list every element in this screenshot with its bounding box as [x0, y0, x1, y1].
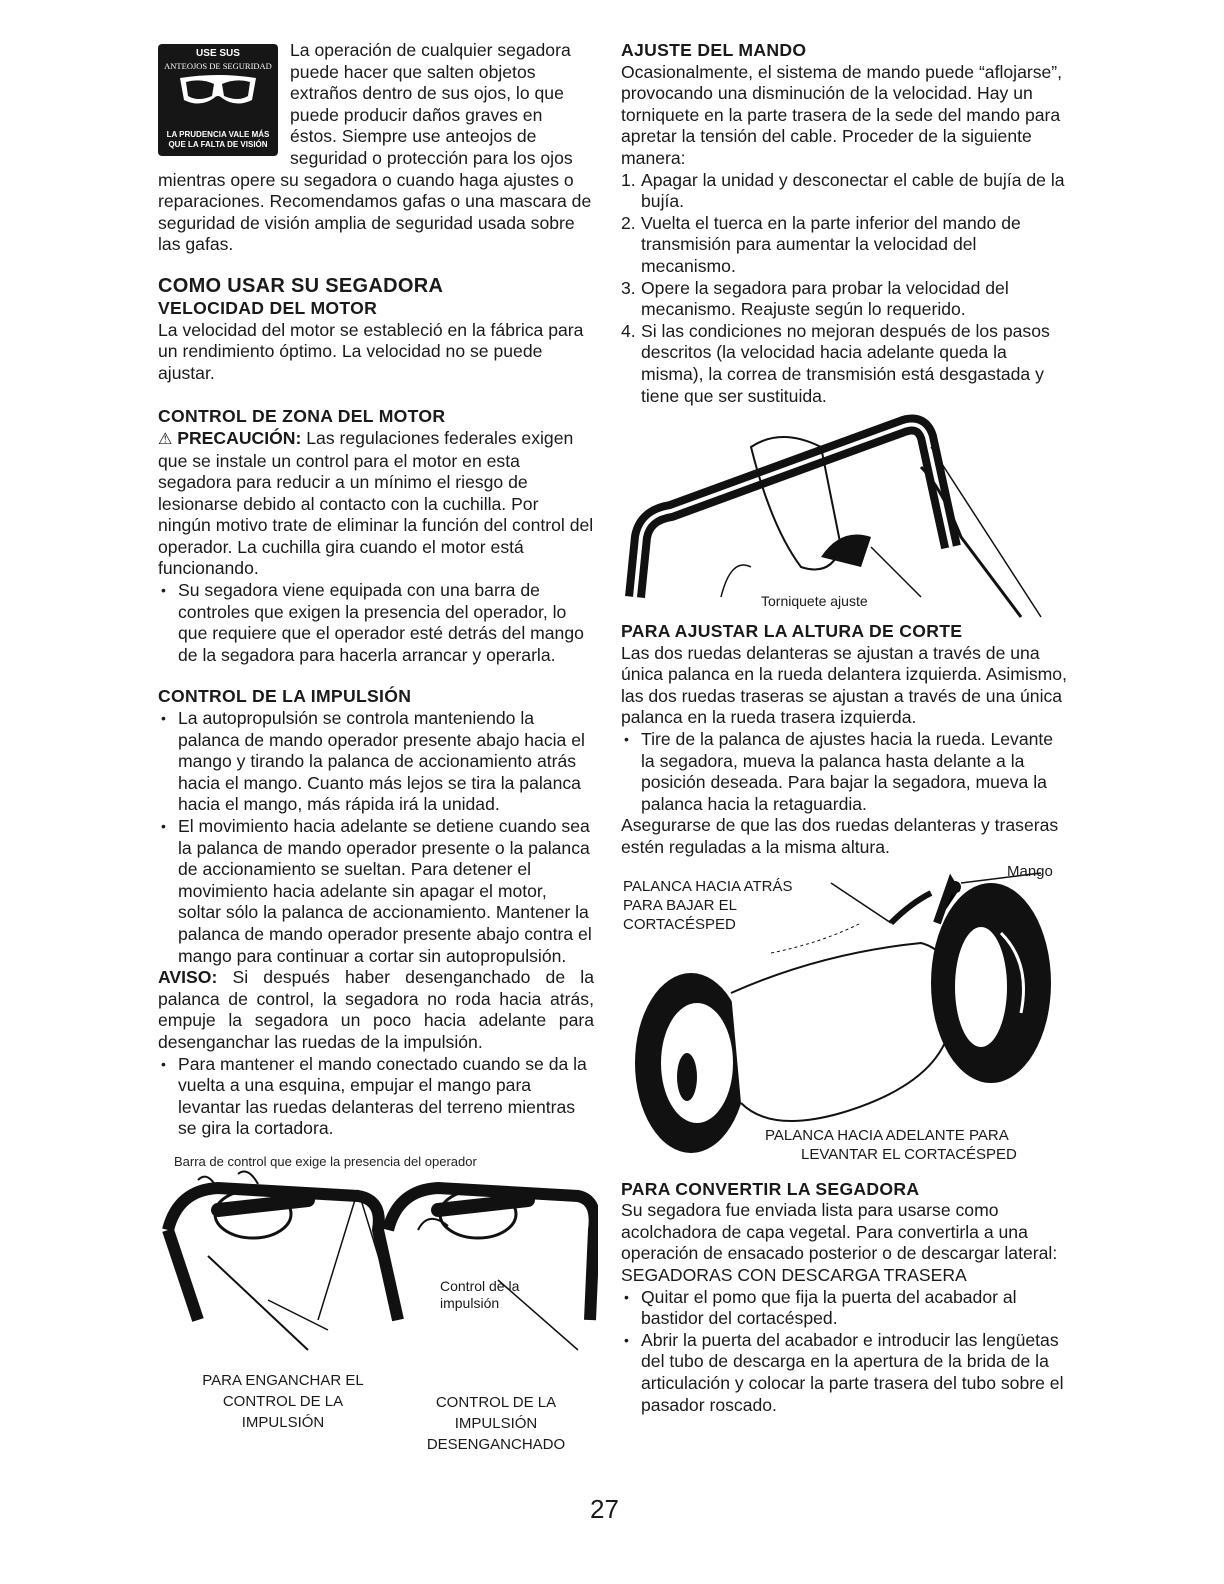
list-item: • Para mantener el mando conectado cuando se da la vuelta a una esquina, empujar el mango para levantar las ruedas delanteras del terreno mientras se gira la cortadora. — [158, 1054, 594, 1140]
fig1-label-control: Control de la impulsión — [440, 1277, 520, 1311]
cut-height-body: Las dos ruedas delanteras se ajustan a través de una única palanca en la rueda delantera izquierda. Asimismo, las dos ruedas traseras se ajustan a través de una única palanca en la rueda trasera izquierda. — [621, 642, 1067, 728]
drive-control-figure — [158, 1170, 598, 1398]
list-item — [621, 321, 1067, 407]
warning-icon: ⚠ — [158, 430, 173, 448]
step-number: 2. — [621, 212, 636, 233]
safety-glasses-badge — [158, 44, 278, 156]
convert-subtitle: SEGADORAS CON DESCARGA TRASERA — [621, 1265, 967, 1285]
list-item — [621, 170, 1067, 213]
cable-adjust-title: AJUSTE DEL MANDO — [621, 40, 807, 60]
badge-line2: ANTEOJOS DE SEGURIDAD — [164, 61, 272, 71]
cable-figure — [621, 407, 1061, 621]
handle-illustration — [158, 1170, 598, 1398]
list-item — [621, 278, 1067, 321]
left-column — [158, 40, 594, 1478]
step-number: 3. — [621, 277, 636, 298]
list-item: • Quitar el pomo que fija la puerta del acabador al bastidor del cortacésped. — [621, 1287, 1067, 1330]
cable-adjust-body: Ocasionalmente, el sistema de mando puede “aflojarse”, provocando una disminución de la velocidad. Hay un torniquete en la parte trasera de la sede del mando para apretar la tensión del cable. Proceder de la siguiente manera: — [621, 61, 1063, 168]
cable-fig-label: Torniquete ajuste — [761, 593, 868, 610]
fig1-caption: Barra de control que exige la presencia del operador — [174, 1153, 477, 1169]
step-text: Apagar la unidad y desconectar el cable de bujía de la bujía. — [641, 169, 1065, 212]
right-column — [621, 40, 1067, 1416]
convert-title: PARA CONVERTIR LA SEGADORA — [621, 1178, 920, 1199]
convert-body: Su segadora fue enviada lista para usarse como acolchadora de capa vegetal. Para convertirla a una operación de ensacado posterior o de descargar lateral: — [621, 1200, 1058, 1264]
notice-paragraph — [158, 967, 594, 1053]
notice-label: AVISO: — [158, 967, 218, 988]
step-number: 1. — [621, 169, 636, 190]
list-item: • Tire de la palanca de ajustes hacia la rueda. Levante la segadora, mueva la palanca hasta delante a la posición deseada. Para bajar la segadora, mueva la palanca hacia la retaguardia. — [621, 729, 1067, 815]
step-text: Opere la segadora para probar la velocidad del mecanismo. Reajuste según lo requerido. — [641, 277, 1009, 320]
list-item — [621, 213, 1067, 278]
list-item: • El movimiento hacia adelante se detiene cuando sea la palanca de mando operador presente o la palanca de accionamiento se sueltan. Para detener el movimiento hacia adelante sin apagar el motor, soltar sólo la palanca de accionamiento. Mantener la palanca de mando operador presente abajo contra el mango para continuar a cortar sin autopropulsión. — [158, 816, 594, 967]
caution-paragraph — [158, 428, 594, 580]
engine-speed-title: VELOCIDAD DEL MOTOR — [158, 297, 378, 318]
notice-body: Si después haber desenganchado de la palanca de control, la segadora no roda hacia atrás, empuje la segadora un poco hacia adelante para desenganchar las ruedas de la impulsión. — [158, 967, 594, 1052]
zone-control-title: CONTROL DE ZONA DEL MOTOR — [158, 406, 446, 427]
wheel-fig-mango-label: Mango — [1007, 862, 1053, 880]
handle-knob-illustration — [621, 407, 1061, 621]
cut-height-note: Asegurarse de que las dos ruedas delanteras y traseras estén reguladas a la misma altura. — [621, 815, 1059, 858]
fig1-label-engage: PARA ENGANCHAR EL CONTROL DE LA IMPULSIÓN — [202, 1371, 364, 1431]
caution-label: PRECAUCIÓN: — [177, 427, 302, 448]
wheel-fig-back-label: PALANCA HACIA ATRÁS PARA BAJAR EL CORTACÉSPED — [623, 877, 793, 933]
list-item: • Abrir la puerta del acabador e introducir las lengüetas del tubo de descarga en la apertura de la brida de la articulación y colocar la parte trasera del tubo sobre el pasador roscado. — [621, 1330, 1067, 1416]
wheel-fig-forward-label-2: LEVANTAR EL CORTACÉSPED — [801, 1145, 1017, 1163]
list-item: • La autopropulsión se controla manteniendo la palanca de mando operador presente abajo hacia el mango y tirando la palanca de accionamiento atrás hacia el mango. Cuanto más lejos se tira la palanca hacia el mango, más rápida irá la unidad. — [158, 708, 594, 816]
caution-body: Las regulaciones federales exigen que se instale un control para el motor en esta segadora para reducir a un mínimo el riesgo de lesionarse debido al contacto con la cuchilla. Por ningún motivo trate de eliminar la función del control del operador. La cuchilla gira cuando el motor está funcionando. — [158, 427, 594, 579]
goggles-icon — [176, 70, 260, 110]
step-number: 4. — [621, 320, 636, 341]
intro-text: La operación de cualquier segadora puede hacer que salten objetos extraños dentro de sus ojos, lo que puede producir daños graves en éstos. Siempre use anteojos de seguridad o protección para los ojos mientras opere su segadora o cuando haga ajustes o reparaciones. Recomendamos gafas o una mascara de seguridad de visión amplia de seguridad usada sobre las gafas. — [158, 40, 592, 255]
wheel-fig-forward-label-1: PALANCA HACIA ADELANTE PARA — [765, 1126, 1009, 1144]
page-number: 27 — [590, 1494, 619, 1524]
drive-control-title: CONTROL DE LA IMPULSIÓN — [158, 686, 412, 707]
step-text: Si las condiciones no mejoran después de los pasos descritos (la velocidad hacia adelante queda la misma), la correa de transmisión está desgastada y tiene que ser sustituida. — [641, 320, 1050, 406]
step-text: Vuelta el tuerca en la parte inferior del mando de transmisión para aumentar la velocidad del mecanismo. — [641, 212, 1021, 276]
engine-speed-body: La velocidad del motor se estableció en la fábrica para un rendimiento óptimo. La velocidad no se puede ajustar. — [158, 319, 584, 383]
section-title: COMO USAR SU SEGADORA — [158, 274, 444, 297]
list-item: • Su segadora viene equipada con una barra de controles que exigen la presencia del operador, lo que requiere que el operador esté detrás del mango de la segadora para hacerla arrancar y operarla. — [158, 580, 594, 666]
badge-line1: USE SUS — [196, 48, 240, 59]
badge-line3: LA PRUDENCIA VALE MÁS QUE LA FALTA DE VISIÓN — [166, 130, 270, 149]
wheel-figure — [621, 863, 1067, 1163]
fig1-label-disengaged: CONTROL DE LA IMPULSIÓN DESENGANCHADO — [426, 1393, 566, 1453]
cut-height-title: PARA AJUSTAR LA ALTURA DE CORTE — [621, 621, 963, 642]
